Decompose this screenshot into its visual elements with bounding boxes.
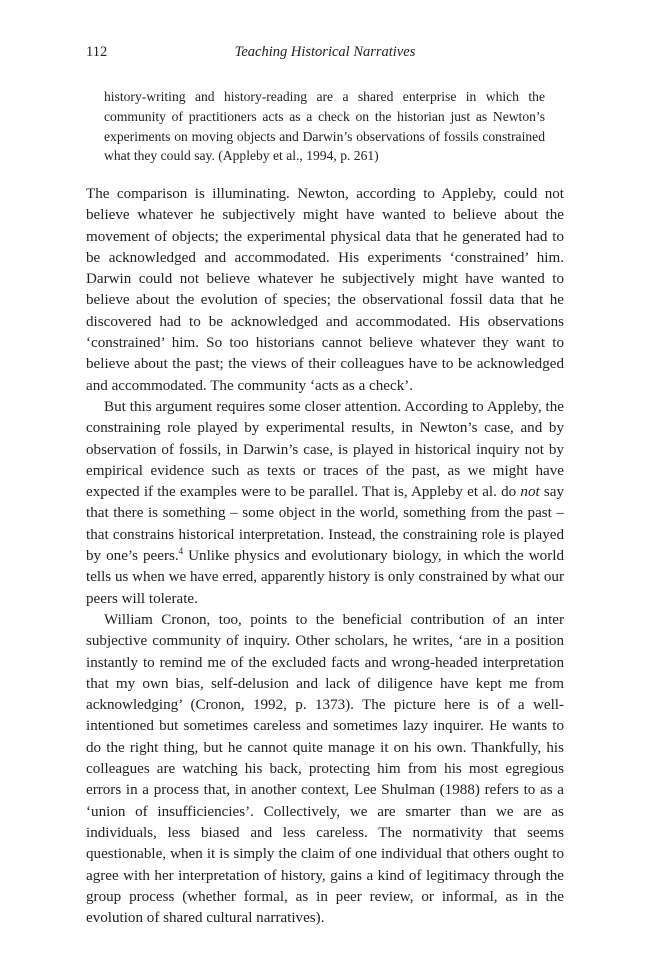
paragraph-2-text-b: say that there is something – some object in the world, something from the past – that constrains historical interpretation. Instead, the constraining role is played by one’s peers. [86,484,565,565]
page-number: 112 [86,44,108,60]
body-text [86,184,564,929]
block-quotation-text: history-writing and history-reading are a shared enterprise in which the community of practitioners acts as a check on the historian just as Newton’s experiments on moving objects and Darwin’s observations of fossils constrained what they could say. (Appleby et al., 1994, p. 261) [104,89,545,164]
paragraph-2 [86,397,564,610]
running-header [86,44,564,64]
paragraph-2-text-a: But this argument requires some closer attention. According to Appleby, the constraining role played by experimental results, in Newton’s case, and by observation of fossils, in Darwin’s case, is played in historical inquiry not by empirical evidence such as texts or traces of the past, as we might have expected if the examples were to be parallel. That is, Appleby et al. do [86,398,564,501]
paragraph-1: The comparison is illuminating. Newton, according to Appleby, could not believe whatever he subjectively might have wanted to believe about the movement of objects; the experimental physical data that he generated had to be acknowledged and accommodated. His experiments ‘constrained’ him. Darwin could not believe whatever he subjectively might have wanted to believe about the evolution of species; the observational fossil data that he discovered had to be acknowledged and accommodated. His observations ‘constrained’ him. So too historians cannot believe whatever they want to believe about the past; the views of their colleagues have to be acknowledged and accommodated. The community ‘acts as a check’. [86,186,564,394]
block-quotation [104,87,545,166]
paragraph-3: William Cronon, too, points to the beneficial contribution of an inter subjective community of inquiry. Other scholars, he writes, ‘are in a position instantly to remind me of the excluded facts and wrong-headed interpretation that my own bias, self-delusion and lack of diligence have kept me from acknowledging’ (Cronon, 1992, p. 1373). The picture here is of a well-intentioned but sometimes careless and sometimes lazy inquirer. He wants to do the right thing, but he cannot quite manage it on his own. Thankfully, his colleagues are watching his back, protecting him from his most egregious errors in a process that, in another context, Lee Shulman (1988) refers to as a ‘union of insufficiencies’. Collectively, we are smarter than we are as individuals, less biased and less careless. The normativity that seems questionable, when it is simply the claim of one individual that others ought to agree with her interpretation of history, gains a kind of legitimacy through the group process (whether formal, as in peer review, or informal, as in the evolution of shared cultural narratives). [86,611,564,927]
running-title: Teaching Historical Narratives [234,44,416,60]
footnote-marker[interactable]: 4 [178,546,184,557]
paragraph-2-emphasis: not [520,484,540,501]
paragraph-2-text-c: Unlike physics and evolutionary biology, in which the world tells us when we have erred, apparently history is only constrained by what our peers will tolerate. [86,548,564,607]
